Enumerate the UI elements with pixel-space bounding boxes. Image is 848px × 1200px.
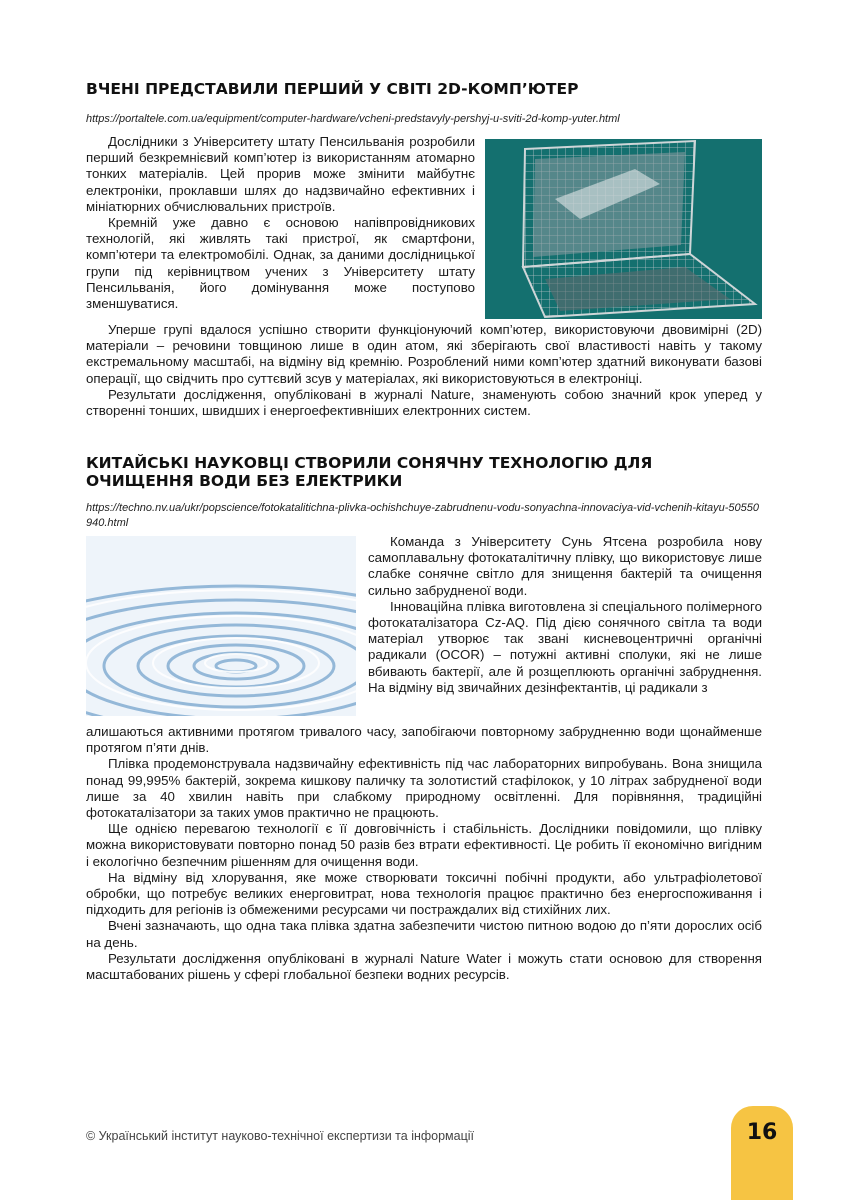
source-link[interactable]: https://portaltele.com.ua/equipment/computer-hardware/vcheni-predstavyly-pershyj-u-sviti-2d-komp-yuter.html (86, 113, 620, 125)
page-number: 16 (746, 1120, 778, 1145)
source-link[interactable]: https://techno.nv.ua/ukr/popscience/fotokatalitichna-plivka-ochishchuye-zabrudnenu-vodu-sonyachna-innovaciya-vid-vchenih-kitayu-50550940.html (86, 502, 760, 529)
article-title: ВЧЕНІ ПРЕДСТАВИЛИ ПЕРШИЙ У СВІТІ 2D-КОМП’ЮТЕР (86, 80, 579, 98)
paragraph: На відміну від хлорування, яке може створювати токсичні побічні продукти, або ультрафіолетової обробки, що потребує великих енерговитрат, нова технологія працює практично без енергоспоживання і підходить для регіонів із обмеженими ресурсами чи постраждалих від стихійних лих. (86, 869, 762, 918)
footer-copyright: © Український інститут науково-технічної експертизи та інформації (86, 1129, 475, 1143)
paragraph: Дослідники з Університету штату Пенсильванія розробили перший безкремнієвий комп’ютер із використанням атомарно тонких матеріалів. Цей прорив може змінити майбутнє електроніки, проклавши шлях до надзвичайно ефективних і мініатюрних обчислювальних пристроїв. (86, 134, 475, 214)
paragraph: Кремній уже давно є основою напівпровідникових технологій, які живлять такі пристрої, як смартфони, комп’ютери та електромобілі. Однак, за даними дослідницької групи під керівництвом учених з Університету штату Пенсильванія, його домінування може поступово зменшуватися. (86, 215, 475, 312)
article-body-wrapped (86, 134, 475, 312)
paragraph: Результати дослідження, опубліковані в журналі Nature, знаменують собою значний крок уперед у створенні тонших, швидших і енергоефективніших електронних систем. (86, 386, 762, 419)
paragraph: Інноваційна плівка виготовлена зі спеціального полімерного фотокаталізатора Cz-AQ. Під дією сонячного світла та води матеріал утворює так звані кисневоцентричні органічні радикали (OCOR) – потужні активні сполуки, які не лише вбивають бактерії, але й розщеплюють органічні забруднення. На відміну від звичайних дезінфектантів, ці радикали з (368, 598, 762, 695)
article-body (86, 322, 762, 419)
laptop-wireframe-image (485, 139, 762, 319)
paragraph: Команда з Університету Сунь Ятсена розробила нову самоплавальну фотокаталітичну плівку, що використовує лише слабке сонячне світло для знищення бактерій та очищення сильно забрудненої води. (368, 534, 762, 598)
paragraph: Ще однією перевагою технології є її довговічність і стабільність. Дослідники повідомили, що плівку можна використовувати повторно понад 50 разів без втрати ефективності. Це робить її економічно вигідним і екологічно безпечним рішенням для очищення води. (86, 821, 762, 869)
article-body (86, 724, 762, 983)
paragraph: алишаються активними протягом тривалого часу, запобігаючи повторному забрудненню води щонайменше протягом п’яти днів. (86, 724, 762, 756)
paragraph: Плівка продемонструвала надзвичайну ефективність під час лабораторних випробувань. Вона знищила понад 99,995% бактерій, зокрема кишкову паличку та золотистий стафілокок, у 10 літрах забрудненої води лише за 40 хвилин навіть при слабкому природному освітленні. Для порівняння, традиційні фотокаталізатори за таких умов практично не працюють. (86, 756, 762, 821)
article-title: КИТАЙСЬКІ НАУКОВЦІ СТВОРИЛИ СОНЯЧНУ ТЕХНОЛОГІЮ ДЛЯ ОЧИЩЕННЯ ВОДИ БЕЗ ЕЛЕКТРИКИ (86, 454, 653, 490)
laptop-wireframe-icon (485, 139, 762, 319)
article-body-wrapped (368, 534, 762, 696)
water-ripple-image (86, 536, 356, 716)
paragraph: Вчені зазначають, що одна така плівка здатна забезпечити чистою питною водою до п’яти дорослих осіб на день. (86, 918, 762, 950)
paragraph: Уперше групі вдалося успішно створити функціонуючий комп’ютер, використовуючи двовимірні (2D) матеріали – речовини товщиною лише в один атом, які зберігають свої властивості навіть у такому екстремальному масштабі, на відміну від кремнію. Розроблений ними комп’ютер здатний виконувати базові операції, що свідчить про суттєвий зсув у матеріалах, які використовуються в електроніці. (86, 322, 762, 386)
water-ripple-icon (86, 536, 356, 716)
paragraph: Результати дослідження опубліковані в журналі Nature Water і можуть стати основою для створення масштабованих рішень у сфері глобальної безпеки водних ресурсів. (86, 950, 762, 983)
